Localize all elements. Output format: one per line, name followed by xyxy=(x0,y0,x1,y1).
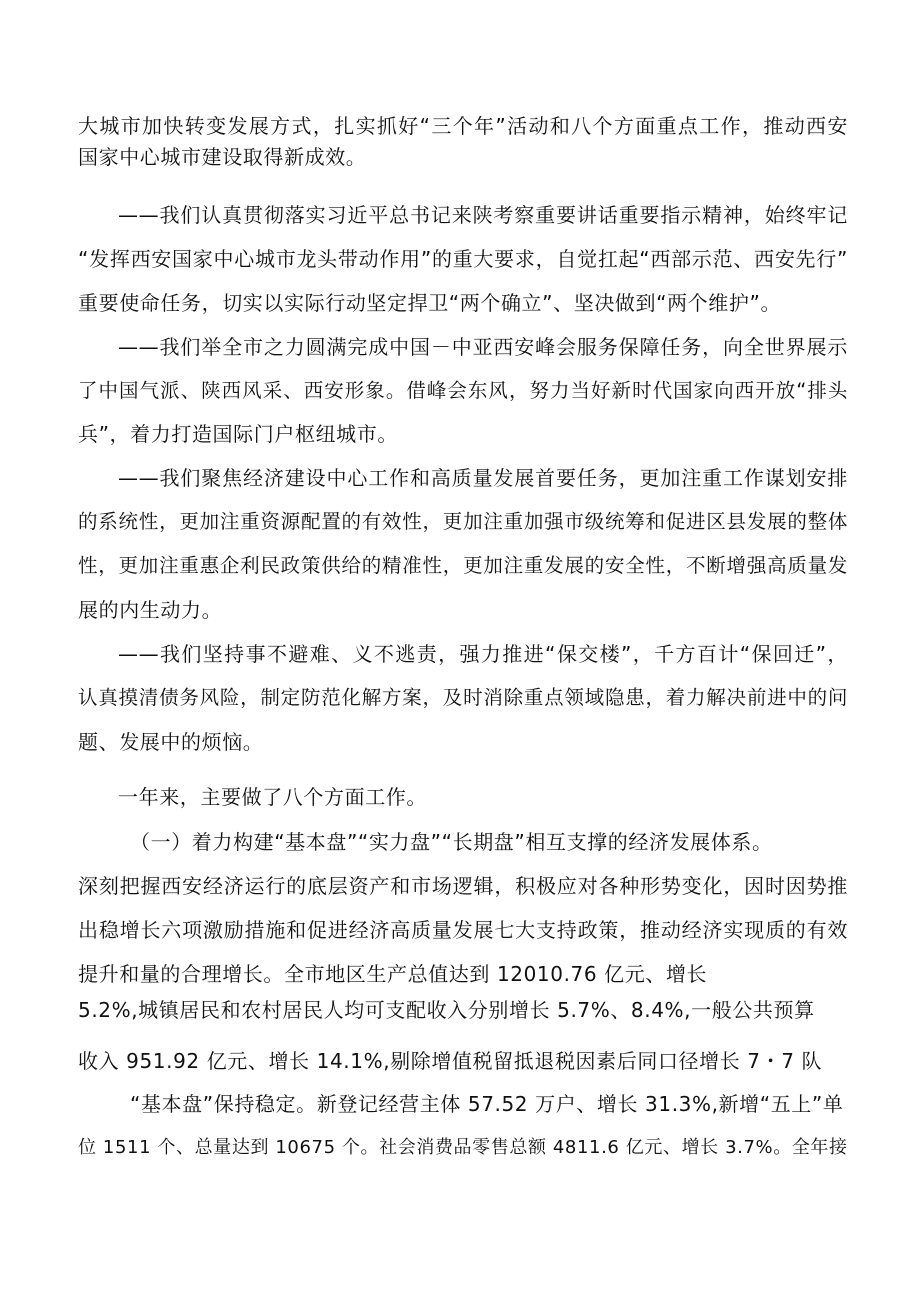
text-line: 一年来，主要做了八个方面工作。 xyxy=(118,785,427,809)
text-line: 提升和量的合理增长。全市地区生产总值达到 12010.76 亿元、增长 xyxy=(78,962,708,986)
text-line: 出稳增长六项激励措施和促进经济高质量发展七大支持政策，推动经济实现质的有效 xyxy=(78,918,848,942)
text-line: 大城市加快转变发展方式，扎实抓好“三个年”活动和八个方面重点工作，推动西安 xyxy=(78,114,848,138)
text-line: 重要使命任务，切实以实际行动坚定捍卫“两个确立”、坚决做到“两个维护”。 xyxy=(78,291,782,315)
text-line: 展的内生动力。 xyxy=(78,598,223,622)
text-line: ——我们坚持事不避难、义不逃责，强力推进“保交楼”，千方百计“保回迁”， xyxy=(118,642,848,666)
text-line: 了中国气派、陕西风采、西安形象。借峰会东风，努力当好新时代国家向西开放“排头 xyxy=(78,379,848,402)
text-line: 收入 951.92 亿元、增长 14.1%,剔除增值税留抵退税因素后同口径增长 7・7 队 xyxy=(78,1049,823,1073)
text-line: 国家中心城市建设取得新成效。 xyxy=(78,145,367,169)
text-line: ——我们举全市之力圆满完成中国－中亚西安峰会服务保障任务，向全世界展示 xyxy=(118,335,848,359)
text-line: 位 1511 个、总量达到 10675 个。社会消费品零售总额 4811.6 亿元、增长 3.7%。全年接 xyxy=(78,1137,848,1158)
text-line: 性，更加注重惠企利民政策供给的精准性，更加注重发展的安全性，不断增强高质量发 xyxy=(78,554,848,577)
text-line: ——我们认真贯彻落实习近平总书记来陕考察重要讲话重要指示精神，始终牢记 xyxy=(118,203,848,227)
text-line: “基本盘”保持稳定。新登记经营主体 57.52 万户、增长 31.3%,新增“五上”单 xyxy=(130,1092,844,1116)
text-line: 的系统性，更加注重资源配置的有效性，更加注重加强市级统筹和促进区县发展的整体 xyxy=(78,510,848,533)
text-line: 深刻把握西安经济运行的底层资产和市场逻辑，积极应对各种形势变化，因时因势推 xyxy=(78,874,848,898)
text-line: 题、发展中的烦恼。 xyxy=(78,730,264,754)
section-heading: （一）着力构建“基本盘”“实力盘”“长期盘”相互支撑的经济发展体系。 xyxy=(130,830,773,854)
text-line: 5.2%,城镇居民和农村居民人均可支配收入分别增长 5.7%、8.4%,一般公共预算 xyxy=(78,998,815,1022)
text-line: 认真摸清债务风险，制定防范化解方案，及时消除重点领域隐患，着力解决前进中的问 xyxy=(78,686,848,709)
text-line: ——我们聚焦经济建设中心工作和高质量发展首要任务，更加注重工作谋划安排 xyxy=(118,466,848,490)
text-line: 兵”，着力打造国际门户枢纽城市。 xyxy=(78,422,398,446)
text-line: “发挥西安国家中心城市龙头带动作用”的重大要求，自觉扛起“西部示范、西安先行” xyxy=(78,247,848,271)
